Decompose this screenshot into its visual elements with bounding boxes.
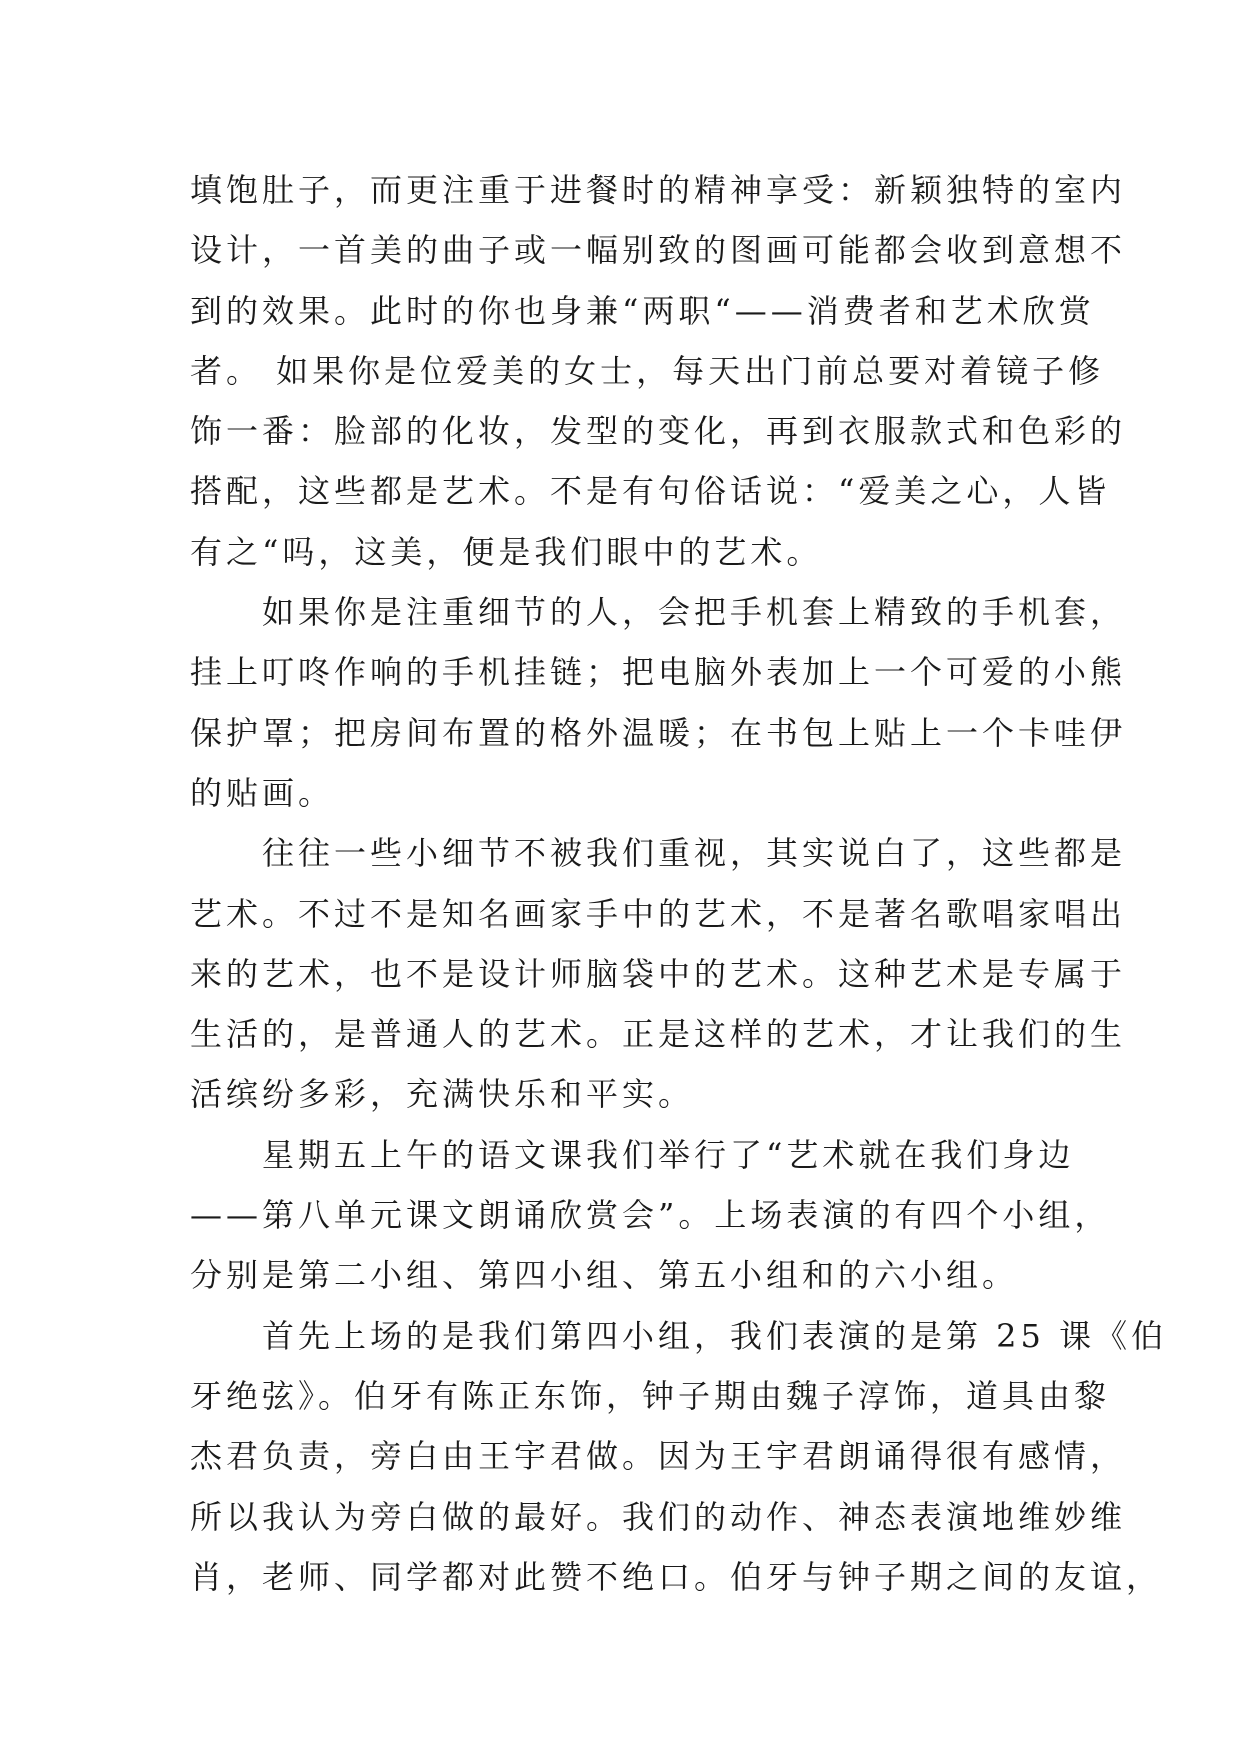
text-line: 杰君负责，旁白由王宇君做。因为王宇君朗诵得很有感情， (190, 1437, 1127, 1476)
body-text (190, 160, 1168, 1607)
text-line: 活缤纷多彩，充满快乐和平实。 (190, 1075, 695, 1114)
text-line: 艺术。不过不是知名画家手中的艺术，不是著名歌唱家唱出 (190, 894, 1127, 933)
text-line: 生活的，是普通人的艺术。正是这样的艺术，才让我们的生 (190, 1015, 1127, 1054)
text-line: 设计，一首美的曲子或一幅别致的图画可能都会收到意想不 (190, 231, 1127, 270)
text-line: 填饱肚子，而更注重于进餐时的精神享受：新颖独特的室内 (190, 171, 1127, 209)
paragraph-first-line: 首先上场的是我们第四小组，我们表演的是第 25 课《伯 (262, 1316, 1168, 1355)
text-line: 保护罩；把房间布置的格外温暖；在书包上贴上一个卡哇伊 (190, 713, 1127, 752)
text-line: 的贴画。 (190, 773, 335, 812)
paragraph-first-line: 往往一些小细节不被我们重视，其实说白了，这些都是 (262, 834, 1127, 873)
text-line: 来的艺术，也不是设计师脑袋中的艺术。这种艺术是专属于 (190, 954, 1127, 993)
text-line: 分别是第二小组、第四小组、第五小组和的六小组。 (190, 1256, 1019, 1295)
text-line: 所以我认为旁白做的最好。我们的动作、神态表演地维妙维 (190, 1497, 1127, 1536)
text-line: 到的效果。此时的你也身兼“两职“——消费者和艺术欣赏 (190, 291, 1095, 330)
text-line: 牙绝弦》。伯牙有陈正东饰，钟子期由魏子淳饰，道具由黎 (190, 1376, 1111, 1415)
paragraph-first-line: 如果你是注重细节的人，会把手机套上精致的手机套， (262, 593, 1127, 632)
text-line: 者。 如果你是位爱美的女士，每天出门前总要对着镜子修 (190, 351, 1105, 390)
paragraph-first-line: 星期五上午的语文课我们举行了“艺术就在我们身边 (262, 1135, 1075, 1174)
text-line: 肖，老师、同学都对此赞不绝口。伯牙与钟子期之间的友谊， (190, 1557, 1163, 1596)
text-line: 有之“吗，这美，便是我们眼中的艺术。 (190, 532, 823, 571)
text-line: 搭配，这些都是艺术。不是有句俗话说：“爱美之心，人皆 (190, 472, 1111, 511)
text-line: ——第八单元课文朗诵欣赏会”。上场表演的有四个小组， (190, 1196, 1111, 1235)
text-line: 挂上叮咚作响的手机挂链；把电脑外表加上一个可爱的小熊 (190, 653, 1127, 692)
text-line: 饰一番：脸部的化妆，发型的变化，再到衣服款式和色彩的 (190, 412, 1127, 451)
